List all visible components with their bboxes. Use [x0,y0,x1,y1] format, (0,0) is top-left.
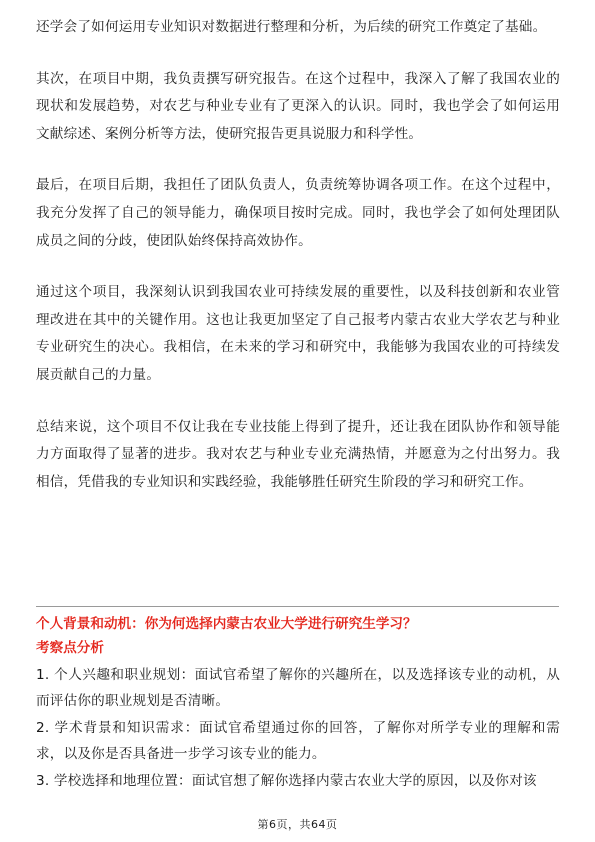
analysis-heading: 考察点分析 [36,640,104,656]
paragraph: 总结来说，这个项目不仅让我在专业技能上得到了提升，还让我在团队协作和领导能力方面取得了显著的进步。我对农艺与种业专业充满热情，并愿意为之付出努力。我相信，凭借我的专业知识和实践经验，我能够胜任研究生阶段的学习和研究工作。 [36,418,560,490]
paragraph: 还学会了如何运用专业知识对数据进行整理和分析，为后续的研究工作奠定了基础。 [36,19,547,35]
paragraph: 通过这个项目，我深刻认识到我国农业可持续发展的重要性，以及科技创新和农业管理改进在其中的关键作用。这也让我更加坚定了自己报考内蒙古农业大学农艺与种业专业研究生的决心。我相信，在未来的学习和研究中，我能够为我国农业的可持续发展贡献自己的力量。 [36,284,560,383]
analysis-item: 3. 学校选择和地理位置：面试官想了解你选择内蒙古农业大学的原因，以及你对该 [36,772,537,789]
paragraph: 最后，在项目后期，我担任了团队负责人，负责统筹协调各项工作。在这个过程中，我充分发挥了自己的领导能力，确保项目按时完成。同时，我也学会了如何处理团队成员之间的分歧，使团队始终保持高效协作。 [36,177,560,249]
question-section [36,612,560,794]
paragraph: 其次，在项目中期，我负责撰写研究报告。在这个过程中，我深入了解了我国农业的现状和发展趋势，对农艺与种业专业有了更深入的认识。同时，我也学会了如何运用文献综述、案例分析等方法，使研究报告更具说服力和科学性。 [36,70,560,142]
document-body [36,14,560,496]
section-divider [36,606,559,607]
page-number: 第6页，共64页 [257,818,338,831]
question-title: 个人背景和动机：你为何选择内蒙古农业大学进行研究生学习？ [36,616,417,632]
analysis-item: 2. 学术背景和知识需求：面试官希望通过你的回答，了解你对所学专业的理解和需求，以及你是否具备进一步学习该专业的能力。 [36,719,560,763]
analysis-item: 1. 个人兴趣和职业规划：面试官希望了解你的兴趣所在，以及选择该专业的动机，从而评估你的职业规划是否清晰。 [36,667,560,710]
